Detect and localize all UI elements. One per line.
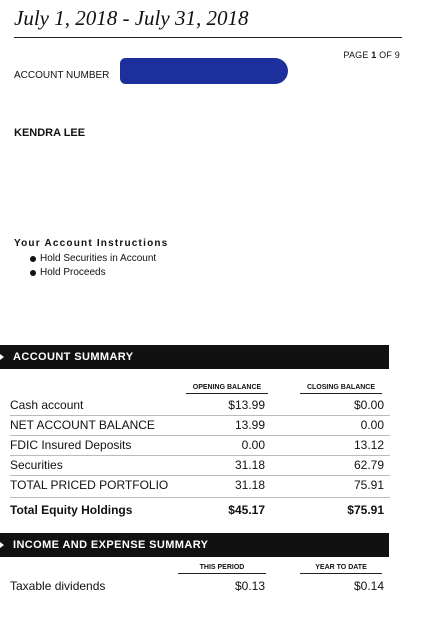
table-row <box>10 435 390 455</box>
opening-value: $13.99 <box>228 398 265 412</box>
row-label: NET ACCOUNT BALANCE <box>10 418 155 432</box>
row-label: Securities <box>10 458 63 472</box>
list-item <box>30 266 156 280</box>
list-item <box>30 252 156 266</box>
opening-value: 13.99 <box>234 418 265 432</box>
bullet-icon <box>30 256 36 262</box>
year-to-date-header: YEAR TO DATE <box>300 564 382 574</box>
table-row <box>10 475 390 495</box>
income-summary-header <box>0 533 389 557</box>
table-row-total <box>10 500 390 520</box>
header-divider <box>14 37 402 38</box>
closing-value: $0.00 <box>353 398 384 412</box>
row-divider <box>10 497 390 498</box>
row-label: Taxable dividends <box>10 579 106 593</box>
instruction-text: Hold Proceeds <box>40 267 106 278</box>
instructions-title: Your Account Instructions <box>14 238 169 249</box>
closing-value: 0.00 <box>360 418 384 432</box>
closing-value: $75.91 <box>347 503 384 517</box>
opening-value: 0.00 <box>241 438 265 452</box>
table-row <box>10 395 390 415</box>
ytd-value: $0.14 <box>353 579 384 593</box>
page-prefix: PAGE <box>343 50 372 60</box>
closing-value: 62.79 <box>353 458 384 472</box>
closing-balance-header: CLOSING BALANCE <box>300 384 382 394</box>
table-row <box>10 455 390 475</box>
opening-value: 31.18 <box>234 458 265 472</box>
section-title: ACCOUNT SUMMARY <box>13 351 134 363</box>
bullet-icon <box>30 270 36 276</box>
opening-balance-header: OPENING BALANCE <box>186 384 268 394</box>
table-row <box>10 415 390 435</box>
account-summary-header <box>0 345 389 369</box>
account-holder-name: KENDRA LEE <box>14 127 86 139</box>
account-number-label: ACCOUNT NUMBER <box>14 70 110 81</box>
closing-value: 75.91 <box>353 478 384 492</box>
opening-value: $45.17 <box>228 503 265 517</box>
period-value: $0.13 <box>234 579 265 593</box>
row-label: Total Equity Holdings <box>10 503 133 517</box>
triangle-marker-icon <box>0 542 4 548</box>
instructions-list <box>30 252 156 280</box>
page-indicator <box>343 50 400 60</box>
section-title: INCOME AND EXPENSE SUMMARY <box>13 539 209 551</box>
statement-period: July 1, 2018 - July 31, 2018 <box>14 6 249 30</box>
account-number-redaction <box>120 58 288 84</box>
triangle-marker-icon <box>0 354 4 360</box>
page-total: OF 9 <box>376 50 400 60</box>
closing-value: 13.12 <box>353 438 384 452</box>
page-number: 1 <box>371 50 377 60</box>
table-row <box>10 576 390 596</box>
opening-value: 31.18 <box>234 478 265 492</box>
this-period-header: THIS PERIOD <box>178 564 266 574</box>
row-label: Cash account <box>10 398 84 412</box>
instruction-text: Hold Securities in Account <box>40 253 157 264</box>
row-label: TOTAL PRICED PORTFOLIO <box>10 478 169 492</box>
row-label: FDIC Insured Deposits <box>10 438 132 452</box>
